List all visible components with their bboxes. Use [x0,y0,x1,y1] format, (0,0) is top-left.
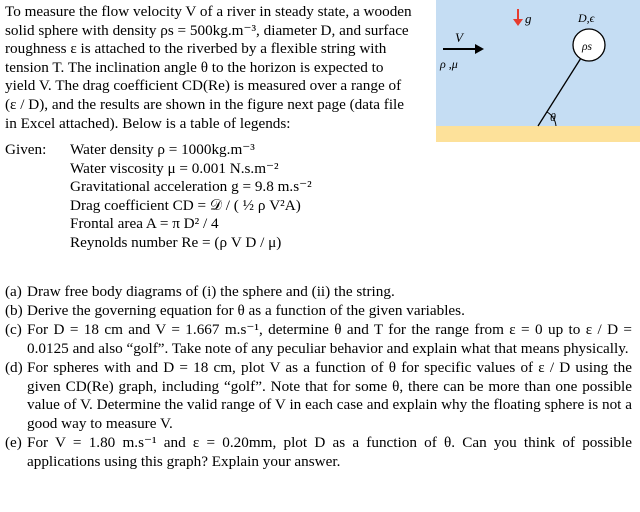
velocity-label: V [455,30,463,45]
intro-line: To measure the flow velocity V of a river in steady state, a wooden [5,3,412,20]
given-row: Gravitational acceleration g = 9.8 m.s⁻² [70,178,312,196]
angle-label: θ [550,110,556,124]
intro-line: in Excel attached). Below is a table of legends: [5,114,291,132]
question-item [5,321,632,358]
question-tag: (c) [5,321,22,339]
sphere-figure [428,0,640,150]
question-item [5,359,632,433]
question-text: Draw free body diagrams of (i) the sphere and (ii) the string. [27,283,395,300]
gravity-label: g [525,11,532,26]
intro-line: (ε / D), and the results are shown in the figure next page (data file [5,95,405,113]
fluid-props-label: ρ ,μ [440,57,458,71]
question-text: For spheres with and D = 18 cm, plot V as a function of θ for specific values of ε / D using the given CD(Re) graph, including “golf”. Note that for some θ, there can be more than one possible value of V. Determine the valid range of V in each case and explain why the floating sphere is not a good way to measure V. [27,359,632,432]
question-tag: (e) [5,434,22,452]
question-item [5,302,632,321]
question-item [5,283,632,302]
intro-line: solid sphere with density ρs = 500kg.m⁻³, diameter D, and surface [5,21,409,39]
sphere-dims-label: D,ϵ [578,11,595,25]
given-row: Reynolds number Re = (ρ V D / μ) [70,233,282,251]
given-row: Drag coefficient CD = 𝒟 / ( ½ ρ V²A) [70,196,301,214]
given-row: Water density ρ = 1000kg.m⁻³ [70,141,255,158]
intro-line: yield V. The drag coefficient CD(Re) is measured over a range of [5,77,402,95]
intro-line: tension T. The inclination angle θ to the horizon is expected to [5,58,384,76]
given-rows [70,141,312,253]
problem-intro [5,3,425,133]
given-row: Water viscosity μ = 0.001 N.s.m⁻² [70,159,279,177]
water-region [436,0,640,126]
question-text: For D = 18 cm and V = 1.667 m.s⁻¹, determine θ and T for the range from ε = 0 up to ε / D = 0.0125 and also “golf”. Take note of any peculiar behavior and explain what that means physically. [27,321,632,357]
question-tag: (a) [5,283,22,300]
question-text: For V = 1.80 m.s⁻¹ and ε = 0.20mm, plot D as a function of θ. Can you think of possible applications using this graph? Explain your answer. [27,434,632,470]
intro-line: roughness ε is attached to the riverbed by a flexible string with [5,40,387,58]
question-tag: (b) [5,302,23,320]
riverbed [436,126,640,142]
question-tag: (d) [5,359,23,377]
question-item [5,434,632,471]
given-label: Given: [5,141,47,158]
question-text: Derive the governing equation for θ as a function of the given variables. [27,302,465,320]
given-row: Frontal area A = π D² / 4 [70,215,219,233]
sphere-density-label: ρs [582,41,592,53]
figure-svg [428,0,640,150]
question-list [5,283,632,471]
